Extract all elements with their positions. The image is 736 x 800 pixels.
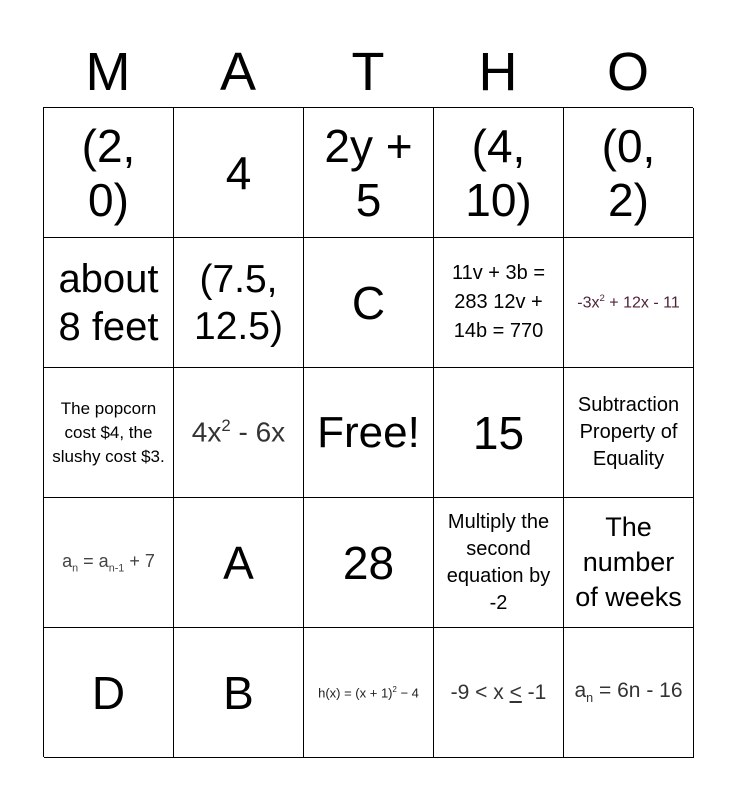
bingo-card-grid — [43, 107, 693, 757]
bingo-cell-r1c3[interactable] — [304, 108, 434, 238]
bingo-cell-r5c2[interactable] — [174, 628, 304, 758]
cell-text: (7.5, 12.5) — [194, 257, 283, 348]
bingo-cell-r5c3[interactable] — [304, 628, 434, 758]
cell-text: The popcorn cost $4, the slushy cost $3. — [52, 398, 165, 466]
bingo-cell-r2c1[interactable] — [44, 238, 174, 368]
cell-formula: $h(x) = (x + 1)^2 - 4$ — [318, 684, 419, 701]
header-letter-h: H — [478, 42, 518, 102]
bingo-cell-r2c2[interactable] — [174, 238, 304, 368]
free-space: Free! — [317, 407, 420, 457]
bingo-cell-r4c4[interactable] — [434, 498, 564, 628]
bingo-cell-r2c5[interactable] — [564, 238, 694, 368]
cell-text: 4 — [225, 146, 252, 199]
cell-text: (4, 10) — [465, 119, 532, 226]
bingo-cell-r1c4[interactable] — [434, 108, 564, 238]
bingo-cell-r4c3[interactable] — [304, 498, 434, 628]
bingo-cell-r2c3[interactable] — [304, 238, 434, 368]
bingo-cell-r1c1[interactable] — [44, 108, 174, 238]
cell-text: 28 — [342, 536, 395, 589]
cell-text: (0, 2) — [601, 119, 656, 226]
bingo-cell-r3c2[interactable] — [174, 368, 304, 498]
bingo-cell-r3c3[interactable] — [304, 368, 434, 498]
bingo-cell-r3c5[interactable] — [564, 368, 694, 498]
cell-formula: $-3x^2 + 12x - 11$ — [577, 292, 680, 312]
bingo-cell-r5c5[interactable] — [564, 628, 694, 758]
bingo-cell-r5c4[interactable] — [434, 628, 564, 758]
bingo-header-row — [43, 40, 693, 104]
bingo-cell-r4c1[interactable] — [44, 498, 174, 628]
bingo-cell-r4c2[interactable] — [174, 498, 304, 628]
cell-text: 11v + 3b = 283 12v + 14b = 770 — [451, 262, 546, 342]
cell-text: Subtraction Property of Equality — [577, 394, 680, 470]
bingo-cell-r4c5[interactable] — [564, 498, 694, 628]
cell-text: B — [223, 666, 254, 719]
bingo-cell-r5c1[interactable] — [44, 628, 174, 758]
bingo-cell-r2c4[interactable] — [434, 238, 564, 368]
cell-text: The number of weeks — [575, 512, 682, 612]
cell-formula: $4x^2 - 6x$ — [191, 416, 286, 448]
cell-formula: $a_n = a_{n-1} + 7$ — [62, 550, 155, 575]
cell-text: 15 — [472, 406, 525, 459]
cell-text: (2, 0) — [81, 119, 136, 226]
cell-text: 2y + 5 — [324, 119, 413, 226]
header-letter-a: A — [219, 42, 257, 102]
cell-text: C — [351, 276, 386, 329]
bingo-cell-r1c2[interactable] — [174, 108, 304, 238]
cell-text: D — [91, 666, 126, 719]
cell-text: A — [223, 536, 254, 589]
header-letter-o: O — [606, 42, 649, 102]
bingo-cell-r3c4[interactable] — [434, 368, 564, 498]
bingo-cell-r3c1[interactable] — [44, 368, 174, 498]
header-letter-t: T — [351, 42, 385, 102]
header-letter-m: M — [85, 42, 131, 102]
cell-text: Multiply the second equation by -2 — [446, 510, 551, 614]
cell-formula: $a_n = 6n - 16$ — [574, 679, 683, 706]
bingo-cell-r1c5[interactable] — [564, 108, 694, 238]
cell-formula: -9 < x < -1 — [450, 680, 547, 704]
cell-text: about 8 feet — [58, 256, 159, 349]
